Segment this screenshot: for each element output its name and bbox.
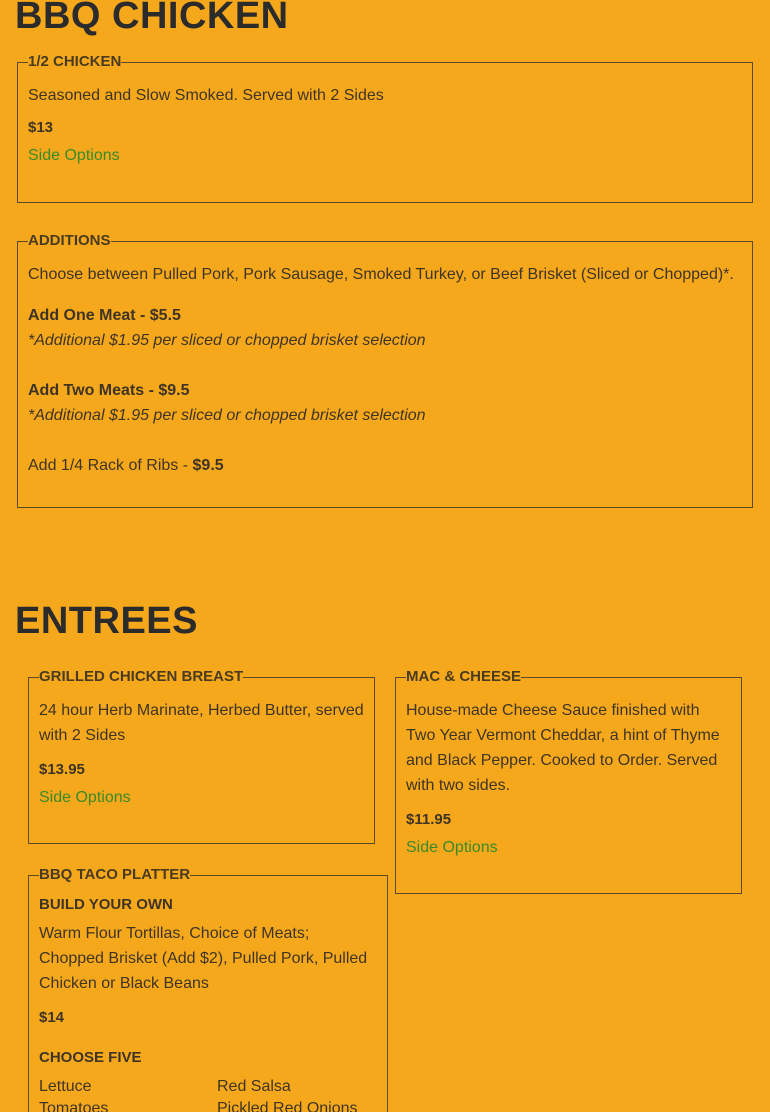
list-item: Lettuce [39,1078,92,1095]
list-item: Tomatoes [39,1100,109,1112]
half-chicken-card [17,53,753,203]
choose-five-heading: CHOOSE FIVE [39,1049,142,1066]
half-chicken-side-options-link[interactable]: Side Options [28,147,120,164]
taco-platter-card [28,866,388,1112]
list-item: Red Salsa [217,1078,291,1095]
grilled-chicken-side-options-link[interactable]: Side Options [39,789,131,806]
taco-options-list [39,1076,377,1112]
mac-cheese-price: $11.95 [406,811,452,828]
add-two-meats-note: *Additional $1.95 per sliced or chopped brisket selection [28,407,426,424]
grilled-chicken-legend: GRILLED CHICKEN BREAST [39,668,244,685]
additions-description: Choose between Pulled Pork, Pork Sausage, Smoked Turkey, or Beef Brisket (Sliced or Chopped)*. [28,266,734,283]
list-item: Pickled Red Onions [217,1100,358,1112]
additions-legend: ADDITIONS [28,232,111,249]
grilled-chicken-price: $13.95 [39,761,85,778]
taco-platter-legend: BBQ TACO PLATTER [39,866,191,883]
bbq-chicken-title: BBQ CHICKEN [15,0,289,37]
additions-card [17,232,753,508]
add-one-meat-note: *Additional $1.95 per sliced or chopped brisket selection [28,332,426,349]
add-ribs-label: Add 1/4 Rack of Ribs - [28,457,193,474]
add-ribs [28,453,742,478]
add-ribs-price: $9.5 [192,457,224,474]
build-your-own-heading: BUILD YOUR OWN [39,896,173,913]
half-chicken-price: $13 [28,119,54,136]
taco-platter-price: $14 [39,1009,65,1026]
half-chicken-legend: 1/2 CHICKEN [28,53,122,70]
half-chicken-description: Seasoned and Slow Smoked. Served with 2 Sides [28,87,384,104]
mac-cheese-side-options-link[interactable]: Side Options [406,839,498,856]
taco-platter-description: Warm Flour Tortillas, Choice of Meats; Chopped Brisket (Add $2), Pulled Pork, Pulled Chicken or Black Beans [39,925,368,992]
mac-cheese-card [395,668,742,894]
add-one-meat: Add One Meat - $5.5 [28,307,181,324]
grilled-chicken-card [28,668,375,844]
entrees-title: ENTREES [15,600,198,642]
mac-cheese-description: House-made Cheese Sauce finished with Two Year Vermont Cheddar, a hint of Thyme and Black Pepper. Cooked to Order. Served with two sides. [406,702,720,794]
mac-cheese-legend: MAC & CHEESE [406,668,522,685]
add-two-meats: Add Two Meats - $9.5 [28,382,190,399]
grilled-chicken-description: 24 hour Herb Marinate, Herbed Butter, served with 2 Sides [39,702,364,744]
